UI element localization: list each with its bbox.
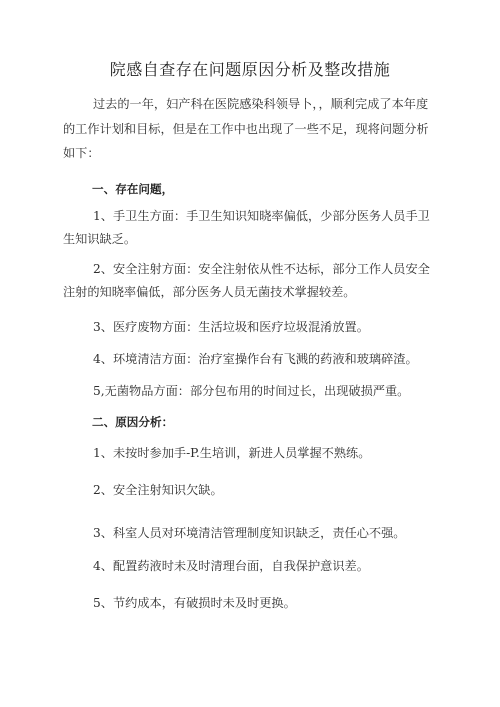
cause-item-5: 5、节约成本，有破损时未及时更换。 <box>93 596 296 610</box>
cause-item-3: 3、科室人员对环境清洁管理制度知识缺乏，责任心不强。 <box>93 526 406 540</box>
section-heading-causes: 二、原因分析： <box>92 415 174 429</box>
cause-item-4: 4、配置药液时未及时清理台面，自我保护意识差。 <box>93 559 369 573</box>
problem-item-3: 3、医疗废物方面：生活垃圾和医疗垃圾混淆放置。 <box>93 320 369 334</box>
problem-item-5: 5,无菌物品方面：部分包布用的时间过长，出现破损严重。 <box>93 384 410 398</box>
problem-item-1: 1、手卫生方面：手卫生知识知晓率偏低，少部分医务人员手卫生知识缺乏。 <box>63 209 430 246</box>
cause-item-1: 1、未按时参加手-P.生培训，新进人员掌握不熟练。 <box>93 446 371 460</box>
cause-item-2: 2、安全注射知识欠缺。 <box>93 483 223 497</box>
problem-item-2: 2、安全注射方面：安全注射依从性不达标，部分工作人员安全注射的知晓率偏低，部分医务人员无菌技术掌握较差。 <box>63 262 430 299</box>
problem-item-4: 4、环境清洁方面：治疗室操作台有飞溅的药液和玻璃碎渣。 <box>93 352 418 366</box>
document-title: 院感自查存在问题原因分析及整改措施 <box>109 60 391 79</box>
intro-text: 过去的一年，妇产科在医院感染科领导卜，，顺利完成了本年度的工作计划和目标，但是在工作中也出现了一些不足，现将问题分析如下： <box>63 97 429 160</box>
section-heading-problems: 一、存在问题， <box>92 182 174 196</box>
